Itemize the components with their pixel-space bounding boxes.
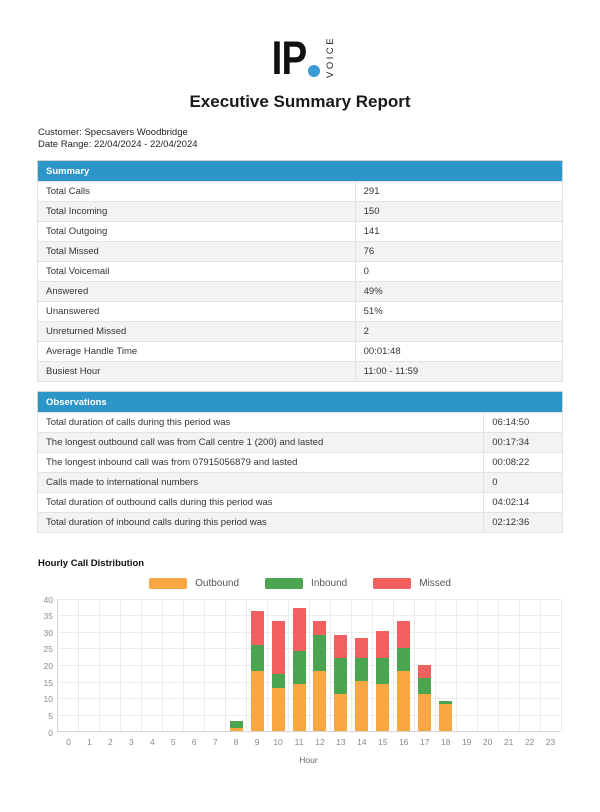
customer-line: Customer: Specsavers Woodbridge <box>38 127 188 138</box>
x-axis-tick-label: 15 <box>378 737 388 747</box>
v-gridline <box>204 599 205 731</box>
v-gridline <box>288 599 289 731</box>
y-axis-tick-label: 40 <box>43 594 53 605</box>
x-axis-tick-label: 13 <box>336 737 346 747</box>
bar-segment-inbound <box>313 635 326 672</box>
summary-row-label: Total Outgoing <box>38 222 356 242</box>
stacked-bar-hour-8 <box>230 721 243 731</box>
y-axis-tick-label: 0 <box>48 727 53 738</box>
observation-row <box>38 453 563 473</box>
x-axis-tick-label: 12 <box>315 737 325 747</box>
v-gridline <box>99 599 100 731</box>
summary-row-label: Average Handle Time <box>38 342 356 362</box>
bar-segment-outbound <box>272 688 285 731</box>
observation-row <box>38 473 563 493</box>
v-gridline <box>246 599 247 731</box>
v-gridline <box>477 599 478 731</box>
v-gridline <box>330 599 331 731</box>
bar-segment-inbound <box>272 674 285 687</box>
y-axis-tick-label: 15 <box>43 677 53 688</box>
summary-row-value: 141 <box>355 222 562 242</box>
logo <box>0 0 600 84</box>
bar-segment-missed <box>272 621 285 674</box>
legend-label: Outbound <box>195 578 240 589</box>
logo-dot-icon <box>308 65 320 77</box>
summary-row-value: 150 <box>355 202 562 222</box>
summary-row <box>38 242 563 262</box>
x-axis-tick-label: 5 <box>170 737 176 747</box>
bar-segment-inbound <box>230 721 243 728</box>
v-gridline <box>183 599 184 731</box>
observations-table <box>37 391 563 533</box>
x-axis-tick-label: 11 <box>294 737 304 747</box>
x-axis-tick-label: 18 <box>440 737 451 747</box>
x-axis-tick-label: 21 <box>503 737 514 747</box>
bar-segment-missed <box>251 611 264 644</box>
observation-row-value: 06:14:50 <box>484 413 563 433</box>
summary-row <box>38 362 563 382</box>
chart-legend <box>0 578 600 589</box>
stacked-bar-hour-17 <box>418 665 431 731</box>
summary-table-body <box>38 182 563 382</box>
observation-row <box>38 433 563 453</box>
legend-item-missed <box>373 578 451 589</box>
v-gridline <box>372 599 373 731</box>
x-axis-tick-label: 3 <box>128 737 134 747</box>
summary-row <box>38 322 563 342</box>
report-meta <box>38 127 600 151</box>
summary-row-label: Busiest Hour <box>38 362 356 382</box>
observation-row-label: Calls made to international numbers <box>38 473 484 493</box>
v-gridline <box>141 599 142 731</box>
chart-xaxis-title: Hour <box>299 755 318 765</box>
stacked-bar-hour-12 <box>313 621 326 731</box>
x-axis-tick-label: 20 <box>482 737 493 747</box>
observation-row-label: Total duration of outbound calls during this period was <box>38 493 484 513</box>
x-axis-tick-label: 10 <box>273 737 283 747</box>
x-axis-tick-label: 6 <box>191 737 197 747</box>
x-axis-tick-label: 23 <box>545 737 556 747</box>
bar-segment-missed <box>397 621 410 648</box>
summary-row <box>38 302 563 322</box>
summary-row <box>38 222 563 242</box>
x-axis-tick-label: 22 <box>524 737 535 747</box>
bar-segment-outbound <box>376 684 389 731</box>
summary-row <box>38 282 563 302</box>
v-gridline <box>267 599 268 731</box>
summary-row-label: Unreturned Missed <box>38 322 356 342</box>
bar-segment-outbound <box>251 671 264 731</box>
summary-table <box>37 160 563 382</box>
logo-voice-text: VOICE <box>324 35 336 78</box>
stacked-bar-hour-16 <box>397 621 410 731</box>
observation-row <box>38 413 563 433</box>
summary-row-value: 11:00 - 11:59 <box>355 362 562 382</box>
v-gridline <box>414 599 415 731</box>
legend-item-inbound <box>265 578 347 589</box>
bar-segment-inbound <box>397 648 410 671</box>
observation-row-value: 00:17:34 <box>484 433 563 453</box>
v-gridline <box>540 599 541 731</box>
chart-heading: Hourly Call Distribution <box>38 558 145 569</box>
y-axis-tick-label: 20 <box>43 661 53 671</box>
v-gridline <box>309 599 310 731</box>
stacked-bar-hour-13 <box>334 635 347 731</box>
summary-row <box>38 262 563 282</box>
summary-row-value: 2 <box>355 322 562 342</box>
summary-row <box>38 202 563 222</box>
y-axis-tick-label: 35 <box>43 611 53 622</box>
summary-row-value: 49% <box>355 282 562 302</box>
bar-segment-inbound <box>376 658 389 685</box>
summary-table-header: Summary <box>38 161 563 182</box>
v-gridline <box>120 599 121 731</box>
summary-row-label: Total Voicemail <box>38 262 356 282</box>
bar-segment-missed <box>334 635 347 658</box>
stacked-bar-hour-9 <box>251 611 264 731</box>
y-axis-tick-label: 30 <box>43 627 53 638</box>
bar-segment-inbound <box>251 645 264 672</box>
stacked-bar-hour-10 <box>272 621 285 731</box>
page-title: Executive Summary Report <box>189 92 411 111</box>
legend-swatch-outbound <box>149 578 187 589</box>
summary-row-label: Answered <box>38 282 356 302</box>
v-gridline <box>561 599 562 731</box>
observation-row-value: 0 <box>484 473 563 493</box>
observation-row <box>38 513 563 533</box>
x-axis-tick-label: 17 <box>420 737 430 747</box>
bar-segment-inbound <box>334 658 347 695</box>
y-axis-tick-label: 5 <box>48 710 53 721</box>
bar-segment-outbound <box>355 681 368 731</box>
legend-swatch-inbound <box>265 578 303 589</box>
bar-segment-missed <box>376 631 389 658</box>
legend-label: Missed <box>419 578 451 589</box>
observations-table-header: Observations <box>38 392 563 413</box>
legend-item-outbound <box>149 578 239 589</box>
bar-segment-outbound <box>418 694 431 731</box>
summary-row-label: Total Incoming <box>38 202 356 222</box>
v-gridline <box>225 599 226 731</box>
v-gridline <box>519 599 520 731</box>
v-gridline <box>78 599 79 731</box>
x-axis-tick-label: 19 <box>461 737 472 747</box>
bar-segment-outbound <box>397 671 410 731</box>
bar-segment-outbound <box>313 671 326 731</box>
x-axis-tick-label: 9 <box>254 737 260 747</box>
stacked-bar-hour-11 <box>293 608 306 731</box>
x-axis-tick-label: 16 <box>399 737 409 747</box>
v-gridline <box>435 599 436 731</box>
observation-row-value: 02:12:36 <box>484 513 563 533</box>
x-axis-tick-label: 7 <box>212 737 218 747</box>
y-axis-tick-label: 10 <box>43 694 53 705</box>
summary-row <box>38 342 563 362</box>
legend-swatch-missed <box>373 578 411 589</box>
observations-table-body <box>38 413 563 533</box>
bar-segment-missed <box>418 665 431 678</box>
stacked-bar-hour-15 <box>376 631 389 731</box>
bar-segment-inbound <box>293 651 306 684</box>
summary-row-label: Total Missed <box>38 242 356 262</box>
x-axis-tick-label: 14 <box>357 737 367 747</box>
observation-row-label: Total duration of inbound calls during this period was <box>38 513 484 533</box>
bar-segment-outbound <box>334 694 347 731</box>
summary-row-value: 76 <box>355 242 562 262</box>
summary-row-label: Unanswered <box>38 302 356 322</box>
v-gridline <box>498 599 499 731</box>
x-axis-tick-label: 1 <box>87 737 92 747</box>
bar-segment-outbound <box>439 704 452 731</box>
stacked-bar-hour-18 <box>439 701 452 731</box>
bar-segment-missed <box>313 621 326 634</box>
ipvoice-logo <box>264 26 336 84</box>
v-gridline <box>351 599 352 731</box>
observation-row-value: 04:02:14 <box>484 493 563 513</box>
observation-row-label: The longest outbound call was from Call centre 1 (200) and lasted <box>38 433 484 453</box>
v-gridline <box>456 599 457 731</box>
legend-label: Inbound <box>311 578 348 589</box>
x-axis-tick-label: 8 <box>233 737 239 747</box>
x-axis-tick-label: 0 <box>66 737 71 747</box>
summary-row-value: 0 <box>355 262 562 282</box>
logo-ip-text: IP <box>271 30 307 84</box>
summary-row-value: 291 <box>355 182 562 202</box>
summary-row-value: 51% <box>355 302 562 322</box>
summary-row-label: Total Calls <box>38 182 356 202</box>
bar-segment-missed <box>293 608 306 651</box>
x-axis-tick-label: 2 <box>108 737 113 747</box>
v-gridline <box>393 599 394 731</box>
y-axis-tick-label: 25 <box>43 644 53 655</box>
stacked-bar-hour-14 <box>355 638 368 731</box>
bar-segment-missed <box>355 638 368 658</box>
date-range-line: Date Range: 22/04/2024 - 22/04/2024 <box>38 139 198 150</box>
bar-segment-inbound <box>355 658 368 681</box>
observation-row <box>38 493 563 513</box>
x-axis-tick-label: 4 <box>149 737 155 747</box>
summary-row-value: 00:01:48 <box>355 342 562 362</box>
v-gridline <box>162 599 163 731</box>
hourly-call-distribution-chart <box>43 594 560 747</box>
bar-segment-outbound <box>230 728 243 731</box>
observation-row-label: Total duration of calls during this period was <box>38 413 484 433</box>
observation-row-value: 00:08:22 <box>484 453 563 473</box>
summary-row <box>38 182 563 202</box>
bar-segment-outbound <box>293 684 306 731</box>
observation-row-label: The longest inbound call was from 07915056879 and lasted <box>38 453 484 473</box>
bar-segment-inbound <box>418 678 431 695</box>
